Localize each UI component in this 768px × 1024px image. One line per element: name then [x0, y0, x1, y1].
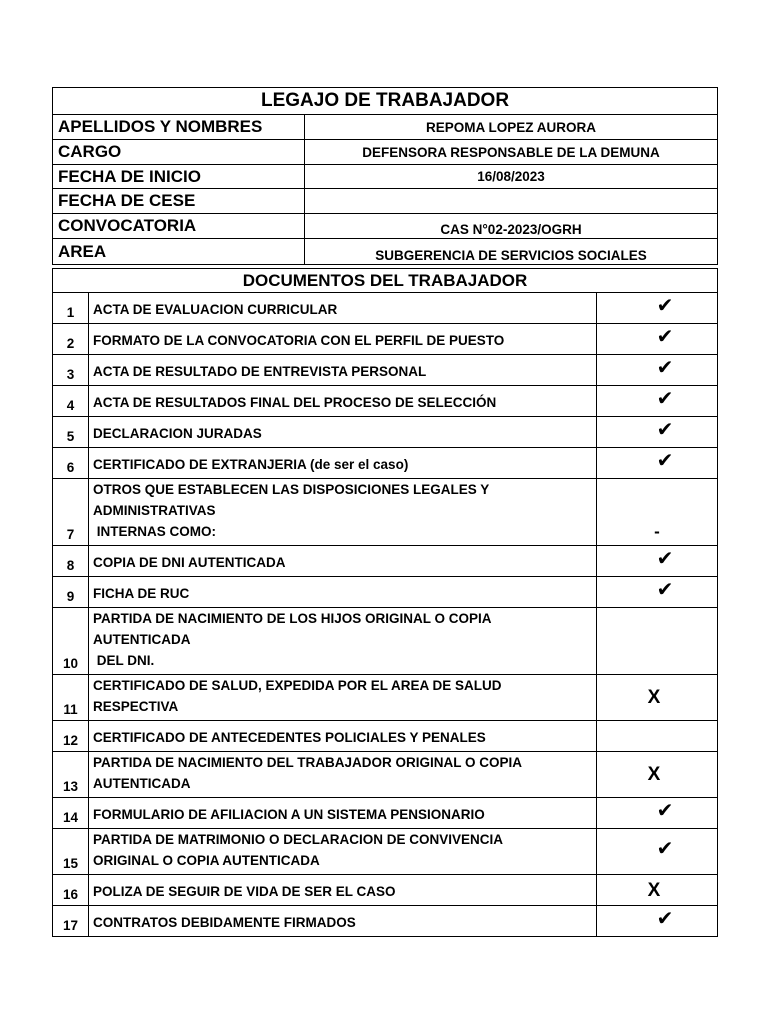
document-status	[597, 546, 718, 577]
field-row	[53, 140, 718, 165]
document-row	[53, 608, 718, 675]
document-description-line: PARTIDA DE NACIMIENTO DEL TRABAJADOR ORIGINAL O COPIA	[93, 755, 523, 770]
checkmark-icon: ✔	[656, 447, 674, 472]
field-row	[53, 115, 718, 140]
document-description-line: COPIA DE DNI AUTENTICADA	[93, 555, 286, 570]
document-description-line: ACTA DE RESULTADOS FINAL DEL PROCESO DE SELECCIÓN	[93, 395, 497, 410]
document-status	[597, 417, 718, 448]
document-description-line: FORMATO DE LA CONVOCATORIA CON EL PERFIL DE PUESTO	[93, 333, 505, 348]
document-number: 16	[53, 875, 89, 906]
field-row	[53, 214, 718, 239]
document-description-line: CERTIFICADO DE SALUD, EXPEDIDA POR EL AREA DE SALUD	[93, 678, 502, 693]
document-description	[89, 448, 597, 479]
field-label: FECHA DE INICIO	[53, 165, 305, 189]
document-status	[597, 906, 718, 937]
document-row	[53, 875, 718, 906]
document-status	[597, 355, 718, 386]
document-row	[53, 293, 718, 324]
document-description	[89, 608, 597, 675]
field-row	[53, 239, 718, 265]
document-number: 5	[53, 417, 89, 448]
document-row	[53, 324, 718, 355]
document-number: 9	[53, 577, 89, 608]
document-description	[89, 752, 597, 798]
document-status	[597, 448, 718, 479]
document-row	[53, 546, 718, 577]
field-value	[305, 189, 718, 214]
document-description-line: POLIZA DE SEGUIR DE VIDA DE SER EL CASO	[93, 884, 396, 899]
document-description-line: DEL DNI.	[93, 653, 155, 668]
field-value: REPOMA LOPEZ AURORA	[305, 115, 718, 140]
document-row	[53, 721, 718, 752]
document-number: 12	[53, 721, 89, 752]
document-number: 3	[53, 355, 89, 386]
employee-file-sheet	[52, 87, 717, 937]
document-status	[597, 577, 718, 608]
document-number: 1	[53, 293, 89, 324]
document-description-line: AUTENTICADA	[93, 776, 191, 791]
document-description	[89, 798, 597, 829]
document-row	[53, 417, 718, 448]
document-description-line: AUTENTICADA	[93, 632, 191, 647]
field-row	[53, 189, 718, 214]
document-description	[89, 675, 597, 721]
document-number: 6	[53, 448, 89, 479]
document-title: LEGAJO DE TRABAJADOR	[53, 88, 718, 115]
document-status	[597, 479, 718, 546]
document-number: 13	[53, 752, 89, 798]
document-status	[597, 324, 718, 355]
document-number: 11	[53, 675, 89, 721]
document-description-line: CERTIFICADO DE EXTRANJERIA (de ser el caso)	[93, 457, 409, 472]
document-description-line: PARTIDA DE NACIMIENTO DE LOS HIJOS ORIGINAL O COPIA	[93, 611, 492, 626]
documents-table	[52, 268, 718, 937]
document-description	[89, 721, 597, 752]
document-row	[53, 675, 718, 721]
document-description	[89, 324, 597, 355]
document-description-line: INTERNAS COMO:	[93, 524, 216, 539]
document-row	[53, 577, 718, 608]
document-number: 7	[53, 479, 89, 546]
document-description-line: OTROS QUE ESTABLECEN LAS DISPOSICIONES LEGALES Y	[93, 482, 490, 497]
document-status	[597, 721, 718, 752]
document-description-line: ADMINISTRATIVAS	[93, 503, 216, 518]
document-number: 2	[53, 324, 89, 355]
cross-mark: X	[647, 687, 661, 708]
document-row	[53, 798, 718, 829]
document-description-line: RESPECTIVA	[93, 699, 179, 714]
document-description-line: ORIGINAL O COPIA AUTENTICADA	[93, 853, 320, 868]
checkmark-icon: ✔	[656, 545, 674, 570]
document-description-line: CERTIFICADO DE ANTECEDENTES POLICIALES Y PENALES	[93, 730, 486, 745]
document-description	[89, 355, 597, 386]
document-number: 17	[53, 906, 89, 937]
document-row	[53, 752, 718, 798]
document-description	[89, 829, 597, 875]
document-row	[53, 479, 718, 546]
document-number: 4	[53, 386, 89, 417]
document-status	[597, 608, 718, 675]
document-status	[597, 875, 718, 906]
document-number: 15	[53, 829, 89, 875]
checkmark-icon: ✔	[656, 797, 674, 822]
document-description	[89, 417, 597, 448]
checkmark-icon: ✔	[656, 416, 674, 441]
document-description-line: ACTA DE EVALUACION CURRICULAR	[93, 302, 338, 317]
checkmark-icon: ✔	[656, 905, 674, 930]
document-status	[597, 675, 718, 721]
documents-title: DOCUMENTOS DEL TRABAJADOR	[53, 269, 718, 293]
document-status	[597, 798, 718, 829]
document-description	[89, 577, 597, 608]
document-row	[53, 386, 718, 417]
field-label: CONVOCATORIA	[53, 214, 305, 239]
document-description	[89, 479, 597, 546]
document-row	[53, 448, 718, 479]
document-number: 14	[53, 798, 89, 829]
document-description	[89, 386, 597, 417]
checkmark-icon: ✔	[656, 836, 674, 860]
document-row	[53, 906, 718, 937]
document-description	[89, 293, 597, 324]
document-description	[89, 875, 597, 906]
checkmark-icon: ✔	[656, 385, 674, 410]
field-label: APELLIDOS Y NOMBRES	[53, 115, 305, 140]
document-description-line: DECLARACION JURADAS	[93, 426, 262, 441]
document-description-line: ACTA DE RESULTADO DE ENTREVISTA PERSONAL	[93, 364, 427, 379]
field-value: SUBGERENCIA DE SERVICIOS SOCIALES	[305, 239, 718, 265]
document-status	[597, 829, 718, 875]
field-value: DEFENSORA RESPONSABLE DE LA DEMUNA	[305, 140, 718, 165]
document-description-line: FORMULARIO DE AFILIACION A UN SISTEMA PENSIONARIO	[93, 807, 485, 822]
document-number: 10	[53, 608, 89, 675]
field-value: CAS N°02-2023/OGRH	[305, 214, 718, 239]
field-row	[53, 165, 718, 189]
status-dash: -	[654, 522, 660, 541]
header-table	[52, 87, 718, 265]
document-number: 8	[53, 546, 89, 577]
field-label: CARGO	[53, 140, 305, 165]
cross-mark: X	[647, 879, 661, 901]
field-label: FECHA DE CESE	[53, 189, 305, 214]
document-description-line: PARTIDA DE MATRIMONIO O DECLARACION DE CONVIVENCIA	[93, 832, 504, 847]
document-description-line: FICHA DE RUC	[93, 586, 190, 601]
checkmark-icon: ✔	[656, 323, 674, 348]
checkmark-icon: ✔	[656, 576, 674, 601]
field-value: 16/08/2023	[305, 165, 718, 189]
document-status	[597, 293, 718, 324]
document-description	[89, 546, 597, 577]
checkmark-icon: ✔	[656, 292, 674, 317]
document-row	[53, 355, 718, 386]
field-label: AREA	[53, 239, 305, 265]
document-description	[89, 906, 597, 937]
document-status	[597, 386, 718, 417]
document-description-line: CONTRATOS DEBIDAMENTE FIRMADOS	[93, 915, 356, 930]
document-status	[597, 752, 718, 798]
document-row	[53, 829, 718, 875]
checkmark-icon: ✔	[656, 354, 674, 379]
cross-mark: X	[647, 764, 661, 785]
